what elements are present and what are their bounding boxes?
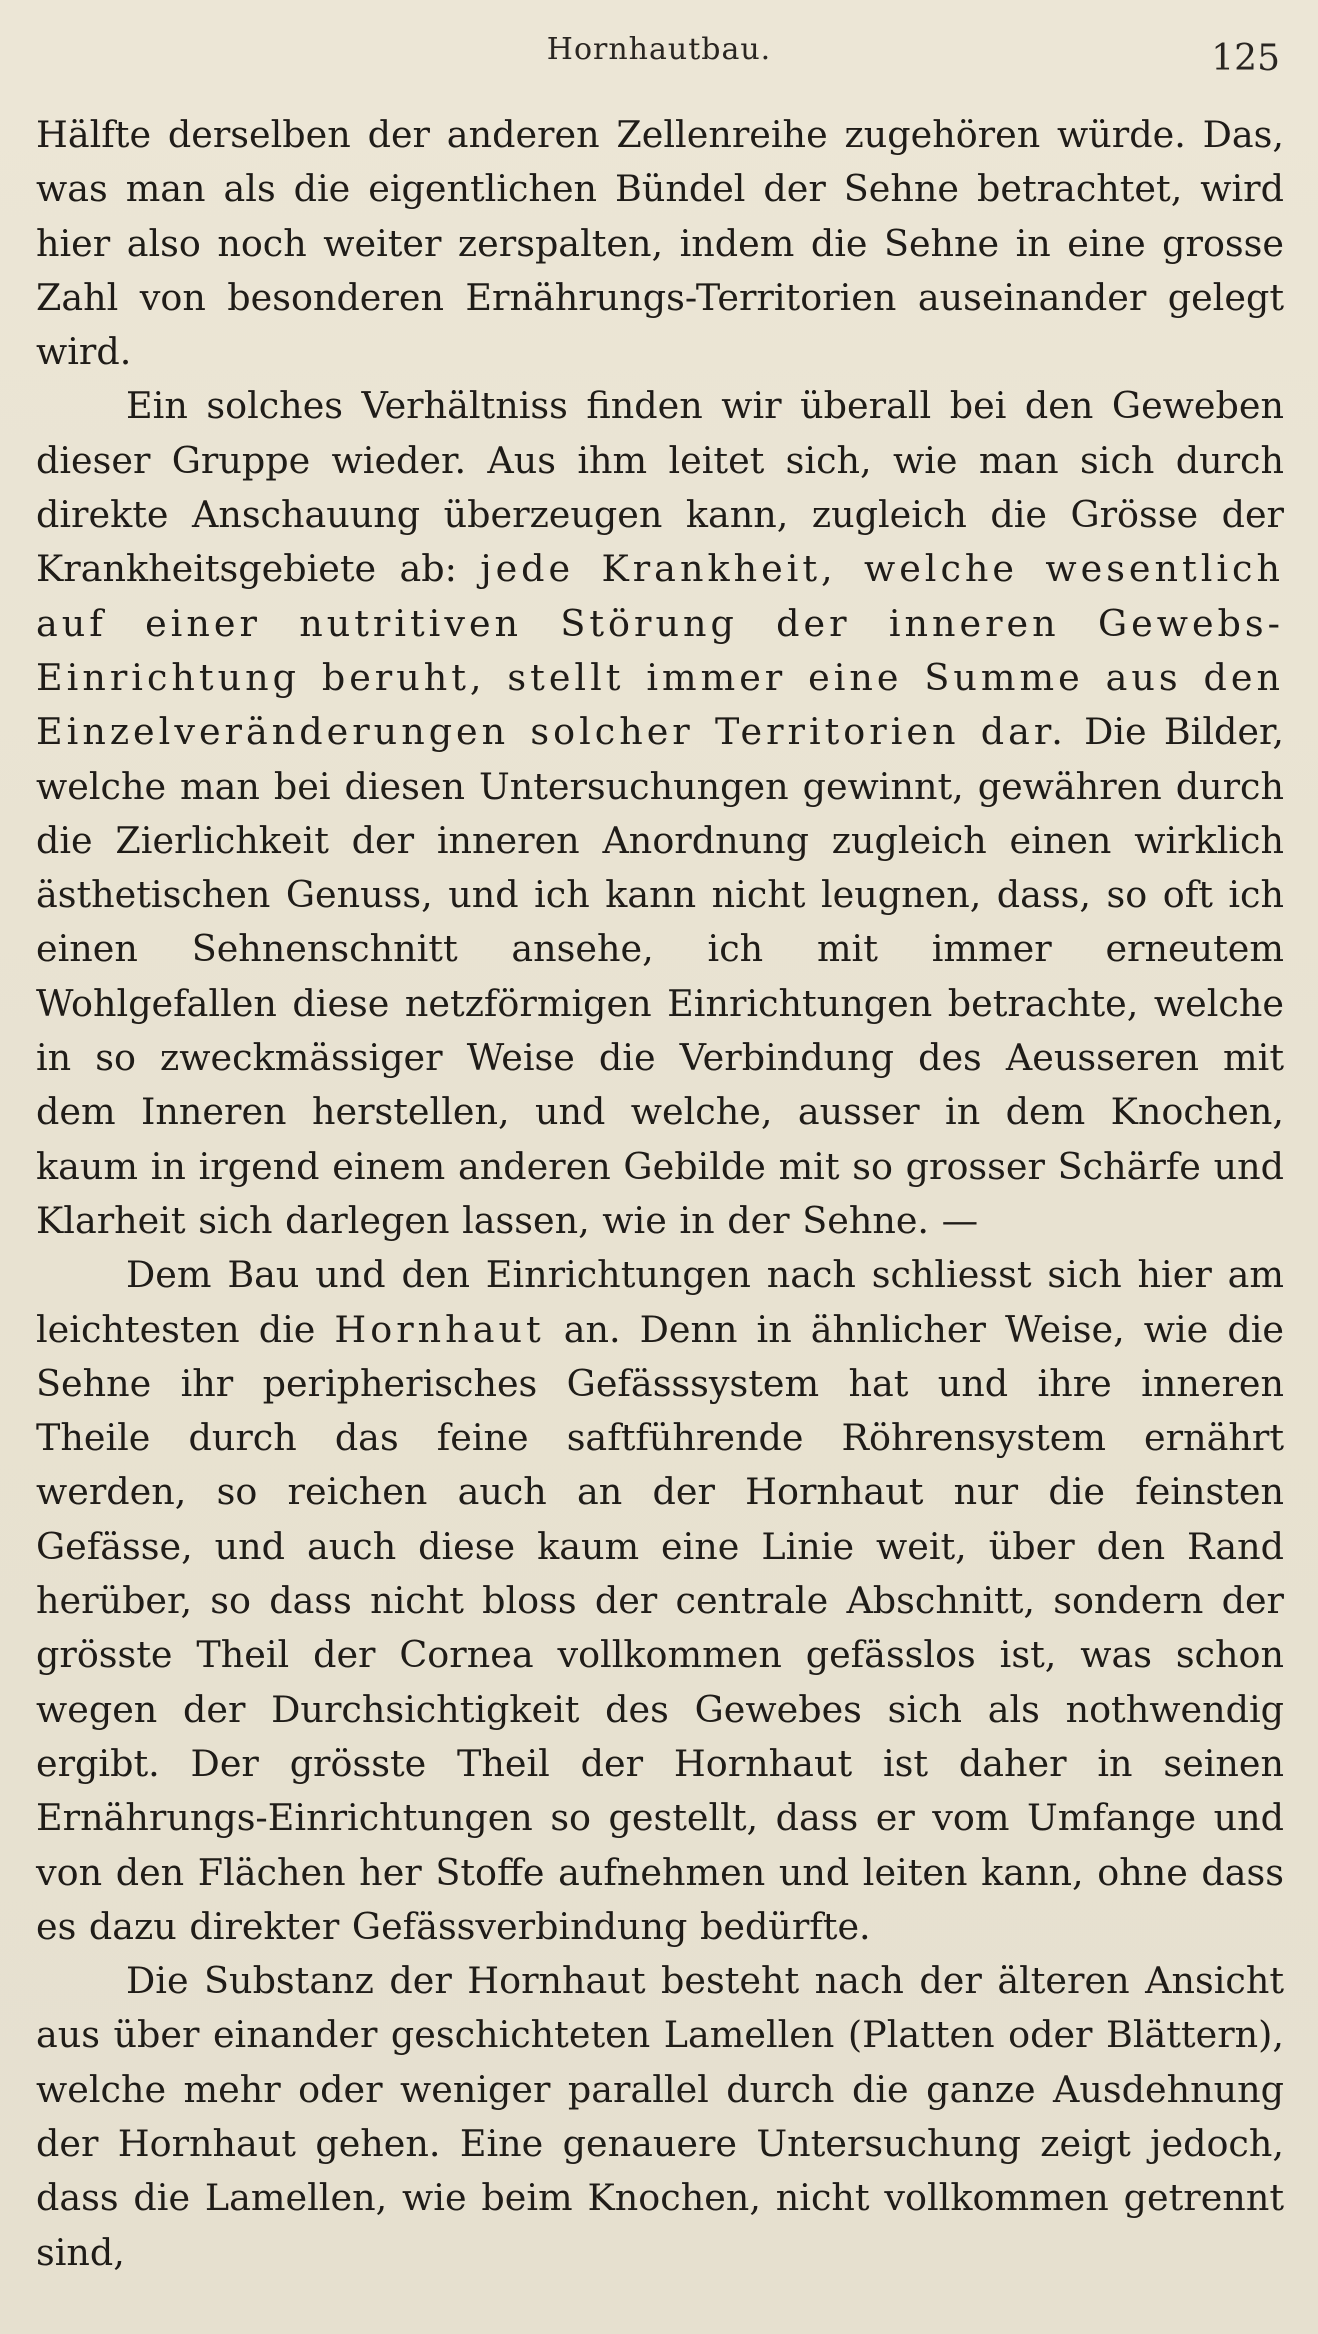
paragraph-3-emphasis: Hornhaut: [334, 1307, 545, 1351]
paragraph-4: Die Substanz der Hornhaut besteht nach der älteren Ansicht aus über einander geschichteten Lamellen (Platten oder Blättern), welche mehr oder weniger parallel durch die ganze Ausdehnung der Hornhaut gehen. Eine genauere Untersuchung zeigt jedoch, dass die Lamellen, wie beim Knochen, nicht vollkommen getrennt sind,: [36, 1959, 1284, 2274]
running-title: Hornhautbau.: [546, 32, 772, 67]
running-head: [0, 28, 1318, 78]
paragraph-1: Hälfte derselben der anderen Zellenreihe zugehören würde. Das, was man als die eigentlichen Bündel der Sehne betrachtet, wird hier also noch weiter zerspalten, indem die Sehne in eine grosse Zahl von besonderen Ernährungs-Territorien auseinander gelegt wird.: [36, 113, 1284, 374]
paragraph-2-emphasis: jede Krankheit, welche wesentlich auf einer nutritiven Störung der inneren Gewebs-Einrichtung beruht, stellt immer eine Summe aus den Einzelveränderungen solcher Territorien dar.: [36, 547, 1284, 754]
body-text: [36, 108, 1284, 2280]
paragraph-2-text-b: Die Bilder, welche man bei diesen Untersuchungen gewinnt, gewähren durch die Zierlichkeit der inneren Anordnung zugleich einen wirklich ästhetischen Genuss, und ich kann nicht leugnen, dass, so oft ich einen Sehnenschnitt ansehe, ich mit immer erneutem Wohlgefallen diese netzförmigen Einrichtungen betrachte, welche in so zweckmässiger Weise die Verbindung des Aeusseren mit dem Inneren herstellen, und welche, ausser in dem Knochen, kaum in irgend einem anderen Gebilde mit so grosser Schärfe und Klarheit sich darlegen lassen, wie in der Sehne. —: [36, 710, 1284, 1242]
paragraph-2-text-a: Ein solches Verhältniss finden wir überall bei den Geweben dieser Gruppe wieder. Aus ihm leitet sich, wie man sich durch direkte Anschauung überzeugen kann, zugleich die Grösse der Krankheitsgebiete ab:: [36, 384, 1284, 591]
page-number: 125: [1211, 38, 1280, 79]
paragraph-2: [36, 379, 1284, 1248]
paragraph-3-text-a: Dem Bau und den Einrichtungen nach schliesst sich hier am leichtesten die: [36, 1253, 1284, 1351]
paragraph-3-text-b: an. Denn in ähnlicher Weise, wie die Sehne ihr peripherisches Gefässsystem hat und ihre inneren Theile durch das feine saftführende Röhrensystem ernährt werden, so reichen auch an der Hornhaut nur die feinsten Gefässe, und auch diese kaum eine Linie weit, über den Rand herüber, so dass nicht bloss der centrale Abschnitt, sondern der grösste Theil der Cornea vollkommen gefässlos ist, was schon wegen der Durchsichtigkeit des Gewebes sich als nothwendig ergibt. Der grösste Theil der Hornhaut ist daher in seinen Ernährungs-Einrichtungen so gestellt, dass er vom Umfange und von den Flächen her Stoffe aufnehmen und leiten kann, ohne dass es dazu direkter Gefässverbindung bedürfte.: [36, 1307, 1284, 1948]
paragraph-3: [36, 1248, 1284, 1954]
